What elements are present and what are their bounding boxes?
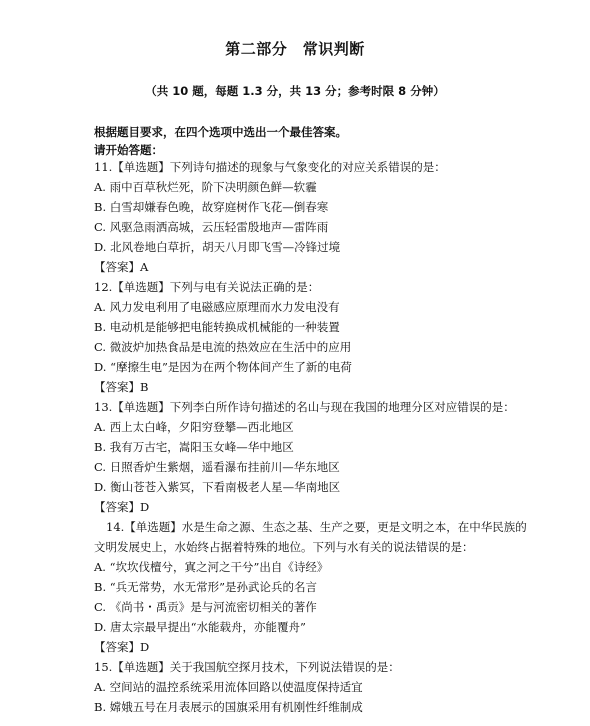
option-b: B. 我有万古宅，嵩阳玉女峰—华中地区 [94, 440, 294, 454]
option-b: B. 嫦娥五号在月表展示的国旗采用有机刚性纤维制成 [94, 700, 363, 714]
option-c: C. 《尚书・禹贡》是与河流密切相关的著作 [94, 600, 317, 614]
instruction-line: 根据题目要求，在四个选项中选出一个最佳答案。 [94, 125, 347, 139]
question-stem: 14.【单选题】水是生命之源、生态之基、生产之要，更是文明之本，在中华民族的 [106, 520, 527, 534]
question-stem: 15.【单选题】关于我国航空探月技术，下列说法错误的是： [94, 660, 400, 674]
answer-label: 【答案】D [94, 500, 150, 514]
option-d: D. 唐太宗最早提出“水能载舟，亦能覆舟” [94, 620, 306, 634]
option-b: B. 电动机是能够把电能转换成机械能的一种装置 [94, 320, 340, 334]
option-c: C. 日照香炉生紫烟，遥看瀑布挂前川—华东地区 [94, 460, 340, 474]
option-c: C. 微波炉加热食品是电流的热效应在生活中的应用 [94, 340, 352, 354]
question-stem: 13.【单选题】下列李白所作诗句描述的名山与现在我国的地理分区对应错误的是： [94, 400, 515, 414]
option-b: B. 白雪却嫌春色晚，故穿庭树作飞花—倒春寒 [94, 200, 329, 214]
option-a: A. 雨中百草秋烂死，阶下决明颜色鲜—软霾 [94, 180, 317, 194]
question-stem-continued: 文明发展史上，水始终占据着特殊的地位。下列与水有关的说法错误的是： [94, 540, 474, 554]
option-b: B. “兵无常势，水无常形”是孙武论兵的名言 [94, 580, 318, 594]
question-stem: 11.【单选题】下列诗句描述的现象与气象变化的对应关系错误的是： [94, 160, 446, 174]
answer-label: 【答案】A [94, 260, 149, 274]
option-d: D. “摩擦生电”是因为在两个物体间产生了新的电荷 [94, 360, 352, 374]
answer-label: 【答案】D [94, 640, 150, 654]
option-a: A. “坎坎伐檀兮，寘之河之干兮”出自《诗经》 [94, 560, 329, 574]
option-a: A. 西上太白峰，夕阳穷登攀—西北地区 [94, 420, 294, 434]
option-a: A. 风力发电利用了电磁感应原理而水力发电没有 [94, 300, 340, 314]
question-stem: 12.【单选题】下列与电有关说法正确的是： [94, 280, 320, 294]
option-d: D. 北风卷地白草折，胡天八月即飞雪—冷锋过境 [94, 240, 341, 254]
option-a: A. 空间站的温控系统采用流体回路以使温度保持适宜 [94, 680, 363, 694]
answer-label: 【答案】B [94, 380, 149, 394]
option-c: C. 风驱急雨洒高城，云压轻雷殷地声—雷阵雨 [94, 220, 329, 234]
instruction-line: 请开始答题： [94, 143, 163, 157]
option-d: D. 衡山苍苍入紫冥，下看南极老人星—华南地区 [94, 480, 341, 494]
section-title: 第二部分 常识判断 [225, 40, 365, 58]
section-subtitle: （共 10 题，每题 1.3 分，共 13 分；参考时限 8 分钟） [145, 84, 445, 98]
